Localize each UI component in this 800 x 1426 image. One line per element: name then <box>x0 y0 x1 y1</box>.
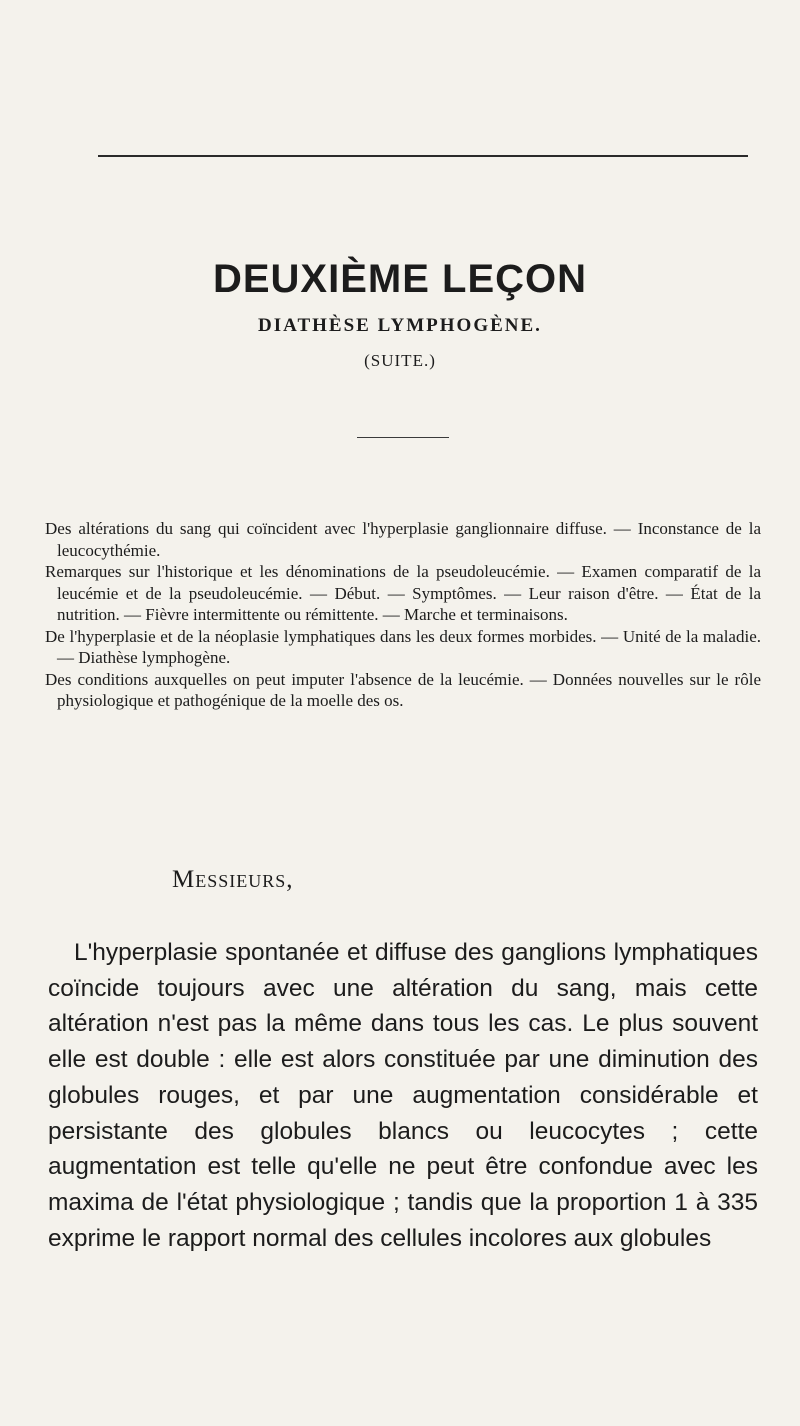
body-paragraph: L'hyperplasie spontanée et diffuse des ganglions lymphatiques coïncide toujours avec une altération du sang, mais cette altération n'est pas la même dans tous les cas. Le plus souvent elle est double : elle est alors constituée par une diminution des globules rouges, et par une augmentation considérable et persistante des globules blancs ou leucocytes ; cette augmentation est telle qu'elle ne peut être confondue avec les maxima de l'état physiologique ; tandis que la proportion 1 à 335 exprime le rapport normal des cellules incolores aux globules <box>48 939 758 1252</box>
summary-paragraph: De l'hyperplasie et de la néoplasie lymphatiques dans les deux formes morbides. — Unité de la maladie. — Diathèse lymphogène. <box>45 626 761 667</box>
summary-paragraph: Remarques sur l'historique et les dénominations de la pseudoleucémie. — Examen comparatif de la leucémie et de la pseudoleucémie. — Début. — Symptômes. — Leur raison d'être. — État de la nutrition. — Fièvre intermittente ou rémittente. — Marche et terminaisons. <box>45 562 761 624</box>
chapter-summary <box>45 518 761 712</box>
greeting: Messieurs, <box>172 866 294 893</box>
section-divider <box>357 437 449 438</box>
lesson-title: DEUXIÈME LEÇON <box>212 256 588 301</box>
suite-label: (SUITE.) <box>364 351 436 370</box>
lesson-subtitle: DIATHÈSE LYMPHOGÈNE. <box>258 315 542 336</box>
summary-paragraph: Des altérations du sang qui coïncident avec l'hyperplasie ganglionnaire diffuse. — Inconstance de la leucocythémie. <box>45 519 761 560</box>
top-rule <box>98 155 748 157</box>
summary-paragraph: Des conditions auxquelles on peut imputer l'absence de la leucémie. — Données nouvelles sur le rôle physiologique et pathogénique de la moelle des os. <box>45 669 761 710</box>
